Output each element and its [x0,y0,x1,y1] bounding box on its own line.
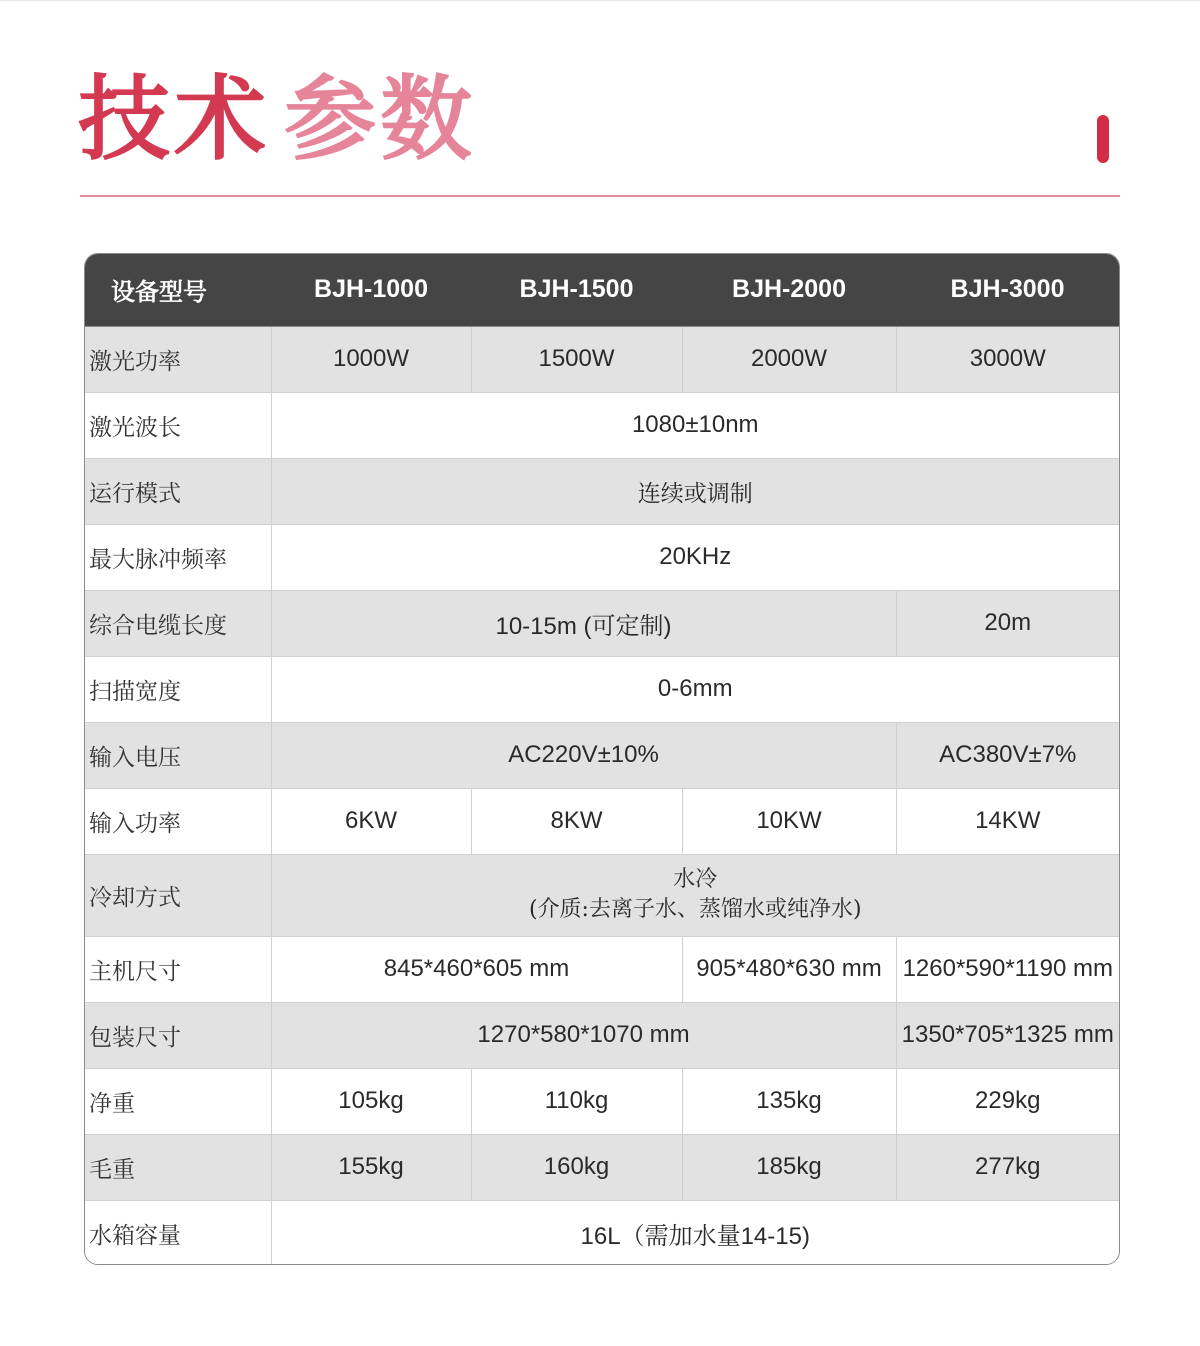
table-cell: 8KW [471,788,682,854]
table-cell: 2000W [682,326,896,392]
header-model-2: BJH-1500 [519,275,634,304]
table-cell: 135kg [682,1068,896,1134]
table-cell: 1000W [271,326,471,392]
table-cell: 277kg [896,1134,1119,1200]
row-label: 激光波长 [85,392,271,458]
title-part-2: 参数 [284,66,477,173]
row-label: 激光功率 [85,326,271,392]
top-divider [0,0,1200,1]
row-cable-length [85,590,1119,656]
table-cell: 1260*590*1190 mm [896,936,1119,1002]
table-cell: 0-6mm [271,656,1119,722]
accent-bar [1097,115,1109,163]
table-cell: 160kg [471,1134,682,1200]
row-label: 扫描宽度 [85,656,271,722]
row-label: 净重 [85,1068,271,1134]
table-cell: 155kg [271,1134,471,1200]
row-label: 包装尺寸 [85,1002,271,1068]
row-cooling [85,854,1119,936]
row-package-size [85,1002,1119,1068]
row-mode [85,458,1119,524]
table-cell: 1270*580*1070 mm [271,1002,896,1068]
row-label: 毛重 [85,1134,271,1200]
row-net-weight [85,1068,1119,1134]
table-cell: 20m [896,590,1119,656]
row-gross-weight [85,1134,1119,1200]
row-laser-power [85,326,1119,392]
table-cell [271,854,1119,936]
row-scan-width [85,656,1119,722]
row-input-power [85,788,1119,854]
row-label: 冷却方式 [85,854,271,936]
row-label: 运行模式 [85,458,271,524]
row-tank-capacity [85,1200,1119,1265]
row-label: 输入功率 [85,788,271,854]
row-pulse-frequency [85,524,1119,590]
row-label: 主机尺寸 [85,936,271,1002]
header-model-1: BJH-1000 [314,275,428,304]
table-cell: 1080±10nm [271,392,1119,458]
table-cell: 905*480*630 mm [682,936,896,1002]
table-cell: 6KW [271,788,471,854]
row-wavelength [85,392,1119,458]
cooling-type: 水冷 [673,867,718,892]
spec-table [84,253,1120,1265]
table-cell: 845*460*605 mm [271,936,682,1002]
table-cell: 20KHz [271,524,1119,590]
row-input-voltage [85,722,1119,788]
table-cell: 14KW [896,788,1119,854]
page-title [78,66,477,173]
row-label: 最大脉冲频率 [85,524,271,590]
title-divider [80,195,1120,197]
row-label: 水箱容量 [85,1200,271,1265]
row-label: 输入电压 [85,722,271,788]
table-cell: 3000W [896,326,1119,392]
table-cell: AC220V±10% [271,722,896,788]
header-model-4: BJH-3000 [950,275,1065,304]
table-cell: 105kg [271,1068,471,1134]
table-cell: 110kg [471,1068,682,1134]
row-host-size [85,936,1119,1002]
cooling-medium: (介质:去离子水、蒸馏水或纯净水) [528,897,862,922]
table-cell: 16L（需加水量14-15) [271,1200,1119,1265]
table-cell: AC380V±7% [896,722,1119,788]
header-label: 设备型号 [111,278,207,307]
table-cell: 10KW [682,788,896,854]
table-cell: 1350*705*1325 mm [896,1002,1119,1068]
title-part-1: 技术 [78,66,271,173]
header-model-3: BJH-2000 [732,275,846,304]
row-label: 综合电缆长度 [85,590,271,656]
table-cell: 185kg [682,1134,896,1200]
table-cell: 连续或调制 [271,458,1119,524]
table-header-row [85,254,1119,326]
table-cell: 1500W [471,326,682,392]
table-cell: 229kg [896,1068,1119,1134]
table-cell: 10-15m (可定制) [271,590,896,656]
